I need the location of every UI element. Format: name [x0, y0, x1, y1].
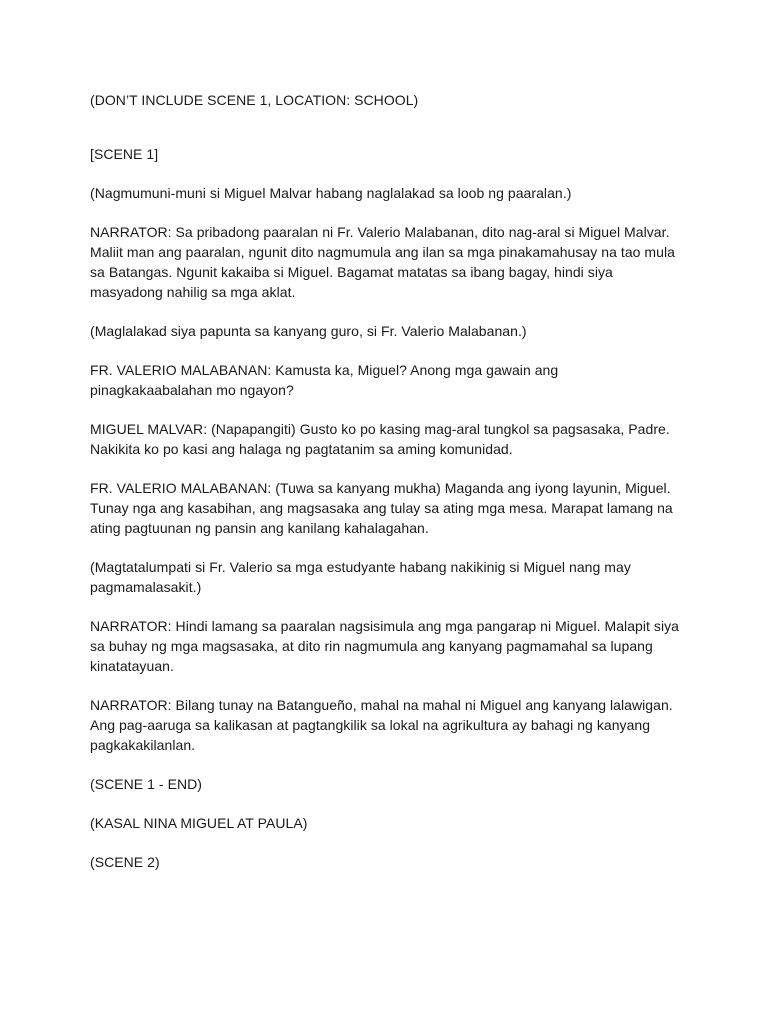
blank-line: [90, 129, 682, 144]
scene-title: (KASAL NINA MIGUEL AT PAULA): [90, 815, 308, 831]
scene-heading: [SCENE 1]: [90, 146, 159, 162]
narrator-line: NARRATOR: Bilang tunay na Batangueño, mahal na mahal ni Miguel ang kanyang lalawigan. Ang pag-aaruga sa kalikasan at pagtangkilik sa lokal na agrikultura ay bahagi ng kanyang pagkakakilanlan.: [90, 697, 673, 753]
dialogue-line: FR. VALERIO MALABANAN: Kamusta ka, Miguel? Anong mga gawain ang pinagkakaabalahan mo ngayon?: [90, 362, 559, 398]
scene-heading: (SCENE 2): [90, 854, 160, 870]
stage-direction: (Nagmumuni-muni si Miguel Malvar habang naglalakad sa loob ng paaralan.): [90, 185, 572, 201]
dialogue-line: MIGUEL MALVAR: (Napapangiti) Gusto ko po kasing mag-aral tungkol sa pagsasaka, Padre. Nakikita ko po kasi ang halaga ng pagtatanim sa aming komunidad.: [90, 421, 670, 457]
dialogue-line: FR. VALERIO MALABANAN: (Tuwa sa kanyang mukha) Maganda ang iyong layunin, Miguel. Tunay nga ang kasabihan, ang magsasaka ang tulay sa ating mga mesa. Marapat lamang na ating pagtuunan ng pansin ang kanilang kahalagahan.: [90, 480, 673, 536]
narrator-line: NARRATOR: Sa pribadong paaralan ni Fr. Valerio Malabanan, dito nag-aral si Miguel Malvar. Maliit man ang paaralan, ngunit dito nagmumula ang ilan sa mga pinakamahusay na tao mula sa Batangas. Ngunit kakaiba si Miguel. Bagamat matatas sa ibang bagay, hindi siya masyadong nahilig sa mga aklat.: [90, 224, 675, 300]
narrator-line: NARRATOR: Hindi lamang sa paaralan nagsisimula ang mga pangarap ni Miguel. Malapit siya sa buhay ng mga magsasaka, at dito rin nagmumula ang kanyang pagmamahal sa lupang kinatatayuan.: [90, 618, 680, 674]
script-text-body: [90, 90, 682, 891]
stage-direction: (Maglalakad siya papunta sa kanyang guro, si Fr. Valerio Malabanan.): [90, 323, 527, 339]
note-exclusion: (DON’T INCLUDE SCENE 1, LOCATION: SCHOOL): [90, 92, 419, 108]
scene-end-marker: (SCENE 1 - END): [90, 776, 202, 792]
stage-direction: (Magtatalumpati si Fr. Valerio sa mga estudyante habang nakikinig si Miguel nang may pagmamalasakit.): [90, 559, 631, 595]
